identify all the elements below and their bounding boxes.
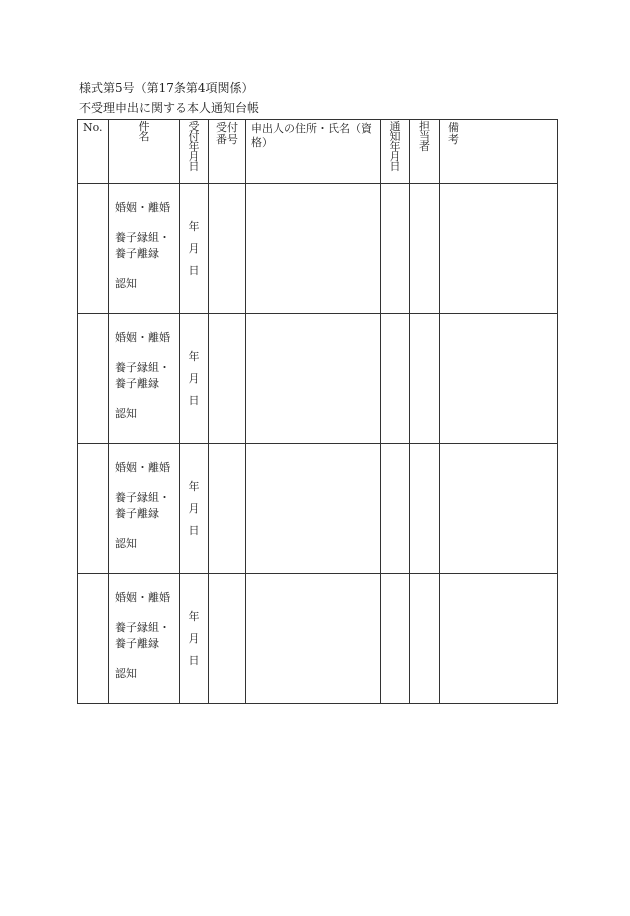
header-applicant-address: 申出人の住所・氏名（資格） — [246, 120, 381, 184]
header-notice-date — [381, 120, 410, 184]
header-char: 日 — [389, 160, 401, 173]
person-in-charge-cell[interactable] — [410, 314, 440, 444]
header-no: No. — [78, 120, 109, 184]
header-char: 通 — [389, 120, 401, 133]
case-category-cell — [109, 184, 180, 314]
category-marriage-divorce: 婚姻・離婚 — [115, 461, 170, 474]
category-marriage-divorce: 婚姻・離婚 — [115, 201, 170, 214]
applicant-address-cell[interactable] — [246, 574, 381, 704]
header-char: 者 — [419, 140, 430, 153]
notes-cell[interactable] — [440, 314, 558, 444]
header-notes — [440, 120, 558, 184]
receipt-date-cell[interactable] — [180, 574, 209, 704]
header-char: 担 — [419, 120, 430, 133]
category-dissolution-adoption: 養子離縁 — [115, 637, 159, 650]
form-number: 様式第5号（第17条第4項関係） — [79, 81, 254, 95]
header-text-line: 受付 — [216, 121, 238, 134]
applicant-address-cell[interactable] — [246, 314, 381, 444]
month-label: 月 — [188, 502, 200, 515]
table-row — [78, 184, 558, 314]
case-category-cell — [109, 444, 180, 574]
day-label: 日 — [188, 264, 200, 277]
category-acknowledgment: 認知 — [115, 407, 137, 420]
header-char: 考 — [448, 133, 459, 146]
month-label: 月 — [188, 632, 200, 645]
receipt-date-cell[interactable] — [180, 314, 209, 444]
header-char: 備 — [448, 121, 459, 134]
receipt-number-cell[interactable] — [209, 574, 246, 704]
person-in-charge-cell[interactable] — [410, 184, 440, 314]
document-title: 不受理申出に関する本人通知台帳 — [79, 101, 260, 115]
receipt-number-cell[interactable] — [209, 314, 246, 444]
table-row — [78, 574, 558, 704]
notice-date-cell[interactable] — [381, 314, 410, 444]
header-char: 月 — [188, 150, 200, 163]
header-char: 名 — [138, 130, 150, 143]
header-receipt-date — [180, 120, 209, 184]
header-case-name — [109, 120, 180, 184]
notice-date-cell[interactable] — [381, 574, 410, 704]
notice-date-cell[interactable] — [381, 444, 410, 574]
category-dissolution-adoption: 養子離縁 — [115, 377, 159, 390]
category-acknowledgment: 認知 — [115, 667, 137, 680]
header-person-in-charge — [410, 120, 440, 184]
month-label: 月 — [188, 242, 200, 255]
person-in-charge-cell[interactable] — [410, 444, 440, 574]
receipt-date-cell[interactable] — [180, 444, 209, 574]
table-row — [78, 444, 558, 574]
header-char: 付 — [188, 130, 200, 143]
receipt-date-cell[interactable] — [180, 184, 209, 314]
category-dissolution-adoption: 養子離縁 — [115, 247, 159, 260]
header-char: 知 — [389, 130, 401, 143]
no-cell[interactable] — [78, 314, 109, 444]
header-text-line: 番号 — [216, 133, 238, 146]
case-category-cell — [109, 314, 180, 444]
applicant-address-cell[interactable] — [246, 184, 381, 314]
no-cell[interactable] — [78, 574, 109, 704]
notes-cell[interactable] — [440, 444, 558, 574]
header-receipt-number — [209, 120, 246, 184]
applicant-address-cell[interactable] — [246, 444, 381, 574]
table-row — [78, 314, 558, 444]
no-cell[interactable] — [78, 444, 109, 574]
year-label: 年 — [188, 350, 200, 363]
day-label: 日 — [188, 524, 200, 537]
header-char: 月 — [389, 150, 401, 163]
notes-cell[interactable] — [440, 184, 558, 314]
header-char: 当 — [419, 130, 430, 143]
category-acknowledgment: 認知 — [115, 277, 137, 290]
day-label: 日 — [188, 654, 200, 667]
receipt-number-cell[interactable] — [209, 444, 246, 574]
category-marriage-divorce: 婚姻・離婚 — [115, 591, 170, 604]
month-label: 月 — [188, 372, 200, 385]
year-label: 年 — [188, 480, 200, 493]
category-dissolution-adoption: 養子離縁 — [115, 507, 159, 520]
case-category-cell — [109, 574, 180, 704]
category-marriage-divorce: 婚姻・離婚 — [115, 331, 170, 344]
notification-ledger-table — [77, 119, 558, 704]
no-cell[interactable] — [78, 184, 109, 314]
header-row — [78, 120, 558, 184]
person-in-charge-cell[interactable] — [410, 574, 440, 704]
header-char: 年 — [389, 140, 401, 153]
notes-cell[interactable] — [440, 574, 558, 704]
category-acknowledgment: 認知 — [115, 537, 137, 550]
year-label: 年 — [188, 220, 200, 233]
header-char: 受 — [188, 120, 200, 133]
category-adoption: 養子縁組・ — [115, 621, 170, 634]
year-label: 年 — [188, 610, 200, 623]
category-adoption: 養子縁組・ — [115, 361, 170, 374]
notice-date-cell[interactable] — [381, 184, 410, 314]
header-char: 件 — [138, 120, 150, 133]
category-adoption: 養子縁組・ — [115, 491, 170, 504]
day-label: 日 — [188, 394, 200, 407]
category-adoption: 養子縁組・ — [115, 231, 170, 244]
receipt-number-cell[interactable] — [209, 184, 246, 314]
header-char: 年 — [188, 140, 200, 153]
header-char: 日 — [188, 160, 200, 173]
